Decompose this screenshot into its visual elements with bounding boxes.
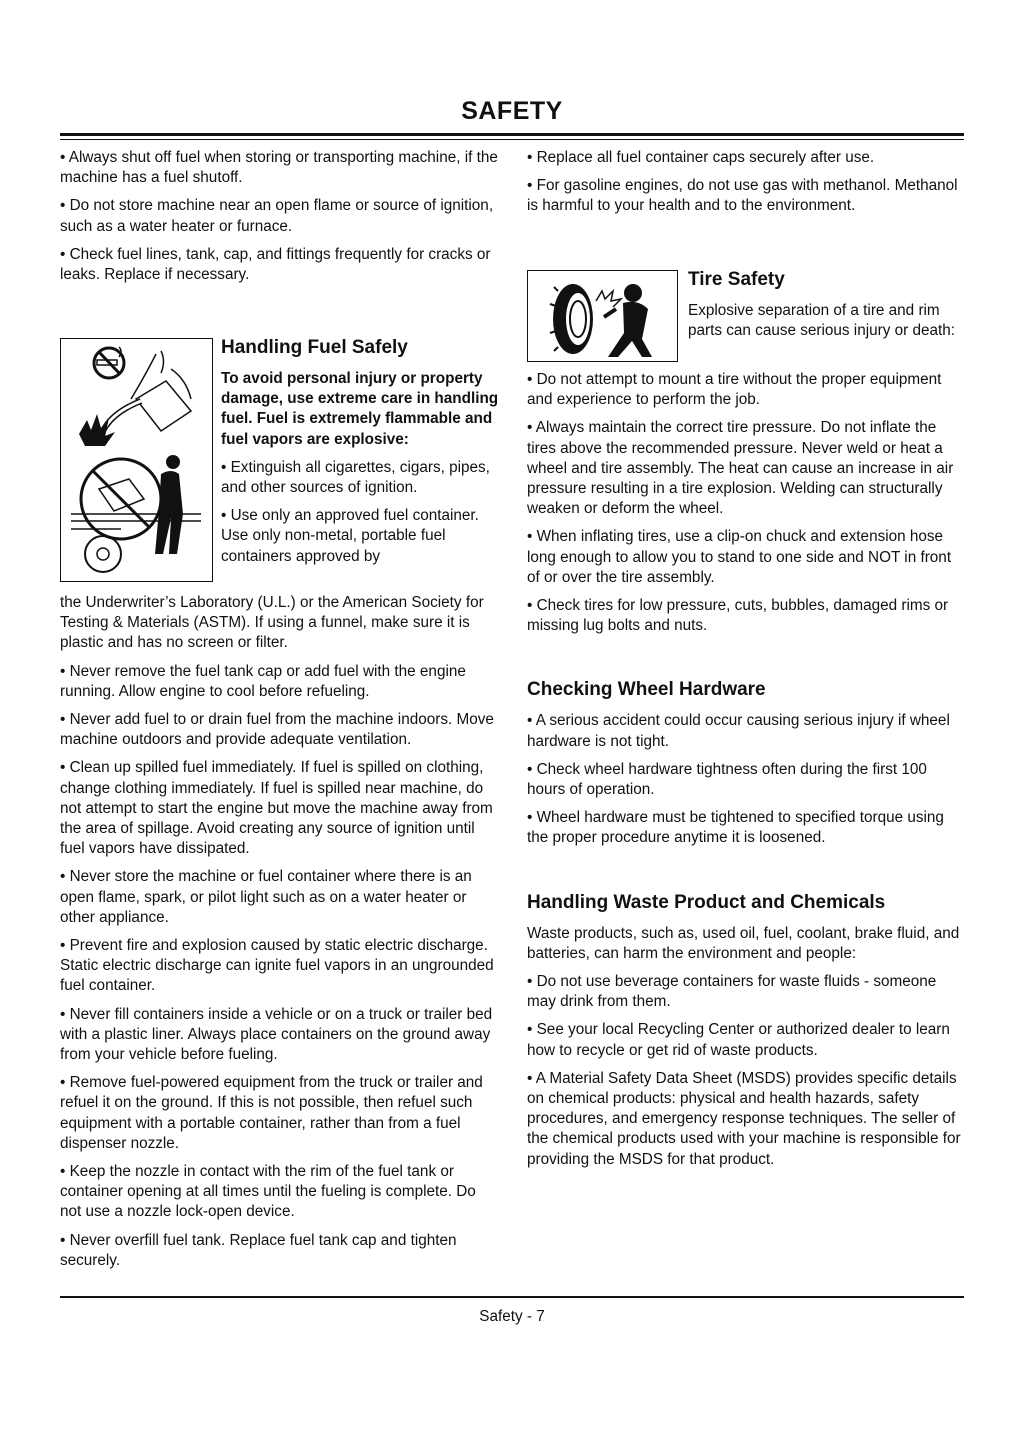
list-item: • Never remove the fuel tank cap or add fuel with the engine running. Allow engine to cool before refueling. [60,662,466,700]
fuel-warning: To avoid personal injury or property damage, use extreme care in handling fuel. Fuel is extremely flammable and fuel vapors are explosive: [221,370,499,448]
bullet-no-methanol: • For gasoline engines, do not use gas with methanol. Methanol is harmful to your health and to the environment. [527,177,958,215]
list-item: • Prevent fire and explosion caused by static electric discharge. Static electric discharge can ignite fuel vapors in an ungrounded fuel container. [60,937,494,995]
list-item: • Do not use beverage containers for waste fluids - someone may drink from them. [527,973,937,1011]
tire-safety-intro: Explosive separation of a tire and rim parts can cause serious injury or death: [688,302,955,340]
fuel-safety-illustration [60,338,213,582]
bullet-replace-caps: • Replace all fuel container caps securely after use. [527,149,875,166]
page-number: Safety - 7 [479,1308,545,1325]
list-item: • Do not attempt to mount a tire without the proper equipment and experience to perform the job. [527,371,942,409]
bullet-approved-container-b: the Underwriter’s Laboratory (U.L.) or the American Society for Testing & Materials (ASTM). If using a funnel, make sure it is plastic and has no screen or filter. [60,594,484,652]
footer-rule [60,1296,964,1298]
bullet-check-fuel-lines: • Check fuel lines, tank, cap, and fittings frequently for cracks or leaks. Replace if necessary. [60,245,491,284]
right-top-bullets [527,148,967,225]
bullet-approved-container-a: • Use only an approved fuel container. Use only non-metal, portable fuel containers approved by [221,507,479,565]
list-item: • Clean up spilled fuel immediately. If fuel is spilled on clothing, change clothing immediately. If fuel is spilled near machine, do not attempt to start the engine but move the machine away from the area of spillage. Avoid creating any source of ignition until fuel vapors have dissipated. [60,759,493,858]
list-item: • Never fill containers inside a vehicle or on a truck or trailer bed with a plastic liner. Always place containers on the ground away from your vehicle before fueling. [60,1005,493,1064]
list-item: • Never store the machine or fuel container where there is an open flame, spark, or pilot light such as on a water heater or other appliance. [60,868,472,926]
handling-fuel-bullets [60,593,500,1279]
waste-intro: Waste products, such as, used oil, fuel, coolant, brake fluid, and batteries, can harm the environment and people: [527,924,960,962]
wheel-hardware-title: Checking Wheel Hardware [527,679,766,701]
list-item: • See your local Recycling Center or authorized dealer to learn how to recycle or get rid of waste products. [527,1021,950,1059]
left-top-bullets [60,148,500,293]
bullet-open-flame: • Do not store machine near an open flame or source of ignition, such as a water heater or furnace. [60,197,494,235]
bullet-extinguish: • Extinguish all cigarettes, cigars, pipes, and other sources of ignition. [221,458,490,497]
list-item: • A serious accident could occur causing serious injury if wheel hardware is not tight. [527,712,950,750]
tire-safety-title: Tire Safety [688,269,785,290]
list-item: • Check wheel hardware tightness often during the first 100 hours of operation. [527,760,927,799]
page-title: SAFETY [461,97,563,125]
waste-title: Handling Waste Product and Chemicals [527,891,886,913]
header-rule-thin [60,139,964,140]
tire-safety-header-block [688,268,968,349]
bullet-fuel-shutoff: • Always shut off fuel when storing or transporting machine, if the machine has a fuel shutoff. [60,149,498,187]
list-item: • A Material Safety Data Sheet (MSDS) provides specific details on chemical products: physical and health hazards, safety procedures, and emergency response techniques. The seller of the chemical products used with your machine is responsible for providing the MSDS for that product. [527,1069,961,1168]
list-item: • Always maintain the correct tire pressure. Do not inflate the tires above the recommended pressure. Never weld or heat a wheel and tire assembly. The heat can cause an increase in air pressure resulting in a tire explosion. Welding can structurally weaken or deform the wheel. [527,419,954,518]
handling-fuel-header-block [221,336,501,567]
list-item: • Keep the nozzle in contact with the rim of the fuel tank or container opening at all times until the fueling is complete. Do not use a nozzle lock-open device. [60,1163,476,1221]
list-item: • Check tires for low pressure, cuts, bubbles, damaged rims or missing lug bolts and nuts. [527,597,949,635]
header-rule [60,133,964,136]
tire-safety-illustration [527,270,678,362]
right-main-column [527,370,967,1178]
handling-fuel-title: Handling Fuel Safely [221,337,408,358]
list-item: • Wheel hardware must be tightened to specified torque using the proper procedure anytime it is loosened. [527,809,944,847]
fuel-hazard-icon [61,339,212,581]
tire-explosion-icon [528,271,677,361]
list-item: • When inflating tires, use a clip-on chuck and extension hose long enough to allow you to stand to one side and NOT in front of or over the tire assembly. [527,528,952,586]
list-item: • Never add fuel to or drain fuel from the machine indoors. Move machine outdoors and provide adequate ventilation. [60,711,494,749]
list-item: • Never overfill fuel tank. Replace fuel tank cap and tighten securely. [60,1231,457,1269]
list-item: • Remove fuel-powered equipment from the truck or trailer and refuel it on the ground. If this is not possible, then refuel such equipment with a portable container, rather than from a fuel dispenser nozzle. [60,1074,483,1152]
